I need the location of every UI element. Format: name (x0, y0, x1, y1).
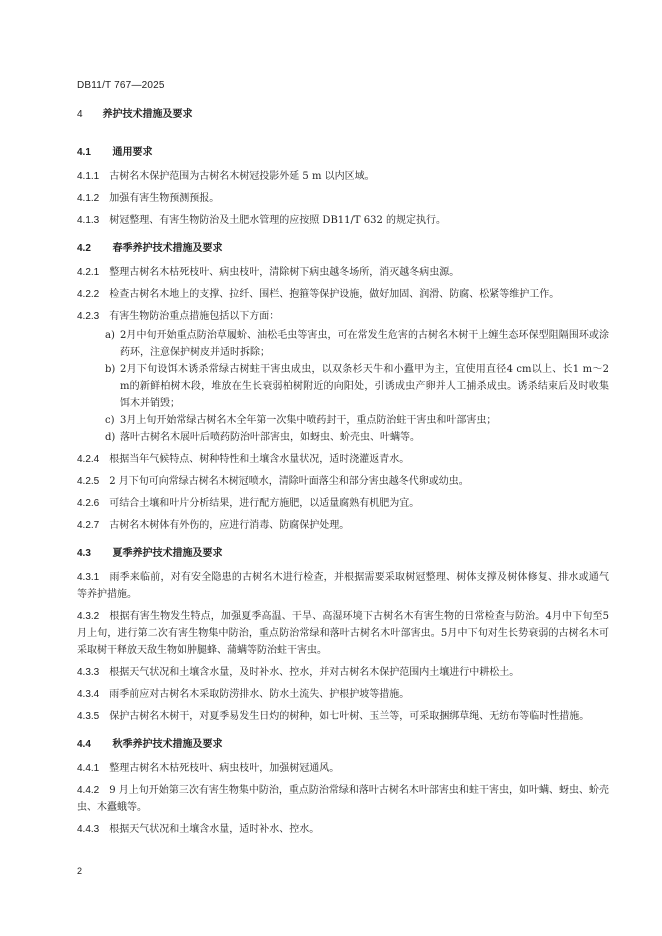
clause-4-3-4 (77, 686, 609, 703)
clause-text: 根据天气状况和土壤含水量，适时补水、控水。 (109, 824, 320, 835)
clause-number: 4.4.1 (77, 763, 100, 774)
clause-text: 可结合土壤和叶片分析结果，进行配方施肥，以适量腐熟有机肥为宜。 (109, 498, 420, 509)
list-marker: a) (105, 330, 115, 341)
clause-text: 2 月下旬可向常绿古树名木树冠喷水，清除叶面落尘和部分害虫越冬代卵或幼虫。 (109, 476, 469, 487)
clause-text: 整理古树名木枯死枝叶、病虫枝叶，加强树冠通风。 (109, 763, 340, 774)
clause-number: 4.3.2 (77, 611, 100, 622)
clause-text: 有害生物防治重点措施包括以下方面： (109, 311, 280, 322)
clause-4-1-1 (77, 168, 609, 185)
standard-code: DB11/T 767—2025 (77, 80, 165, 91)
list-text: 3月上旬开始常绿古树名木全年第一次集中喷药封干，重点防治蛀干害虫和叶部害虫； (120, 415, 497, 426)
list-item-d (77, 429, 609, 446)
clause-number: 4.1.2 (77, 193, 100, 204)
subsection-heading-4-3 (77, 546, 609, 562)
clause-number: 4.3.5 (77, 711, 100, 722)
list-marker: d) (105, 432, 116, 443)
clause-text: 加强有害生物预测预报。 (109, 193, 220, 204)
clause-4-2-6 (77, 495, 609, 512)
clause-text: 整理古树名木枯死枝叶、病虫枝叶，清除树下病虫越冬场所，消灭越冬病虫源。 (109, 267, 460, 278)
clause-4-1-3 (77, 212, 609, 229)
clause-4-4-2 (77, 782, 609, 816)
subsection-heading-4-4 (77, 737, 609, 753)
clause-number: 4.4.3 (77, 824, 100, 835)
subsection-number: 4.4 (77, 739, 91, 750)
clause-number: 4.2.6 (77, 498, 100, 509)
clause-4-2-5 (77, 473, 609, 490)
clause-number: 4.2.3 (77, 311, 100, 322)
list-text: 2月中旬开始重点防治草履蚧、油松毛虫等害虫，可在常发生危害的古树名木树干上缠生态环保型阻隔围环或涂药环，注意保护树皮并适时拆除； (120, 330, 609, 358)
document-body (77, 107, 609, 843)
subsection-title: 夏季养护技术措施及要求 (112, 548, 223, 559)
clause-text: 9 月上旬开始第三次有害生物集中防治，重点防治常绿和落叶古树名木叶部害虫和蛀干害虫，如叶螨、蚜虫、蚧壳虫、木蠹蛾等。 (77, 785, 609, 813)
clause-number: 4.3.3 (77, 667, 100, 678)
clause-text: 根据天气状况和土壤含水量，及时补水、控水，并对古树名木保护范围内土壤进行中耕松土。 (109, 667, 520, 678)
clause-text: 古树名木树体有外伤的，应进行消毒、防腐保护处理。 (109, 520, 350, 531)
subsection-number: 4.3 (77, 548, 91, 559)
clause-text: 根据当年气候特点、树种特性和土壤含水量状况，适时浇灌返青水。 (109, 454, 410, 465)
clause-text: 雨季来临前，对有安全隐患的古树名木进行检查，并根据需要采取树冠整理、树体支撑及树体修复、排水或通气等养护措施。 (77, 572, 609, 600)
subsection-number: 4.1 (77, 147, 91, 158)
clause-number: 4.3.1 (77, 572, 100, 583)
clause-4-2-2 (77, 286, 609, 303)
clause-text: 树冠整理、有害生物防治及土肥水管理的应按照 DB11/T 632 的规定执行。 (109, 215, 447, 226)
clause-number: 4.2.5 (77, 476, 100, 487)
clause-4-3-3 (77, 664, 609, 681)
subsection-number: 4.2 (77, 243, 91, 254)
clause-4-3-5 (77, 708, 609, 725)
clause-number: 4.3.4 (77, 689, 100, 700)
section-number: 4 (77, 109, 83, 120)
measure-list (77, 327, 609, 446)
list-marker: b) (105, 364, 116, 375)
list-text: 2月下旬设饵木诱杀常绿古树蛀干害虫成虫，以双条杉天牛和小蠹甲为主，宜使用直径4 cm以上、长1 m～2 m的新鲜柏树木段，堆放在生长衰弱柏树附近的向阳处，引诱成虫产卵并人工捕杀成虫。诱杀结束后及时收集饵木并销毁； (120, 364, 609, 409)
list-item-b (77, 361, 609, 412)
clause-number: 4.2.4 (77, 454, 100, 465)
clause-4-1-2 (77, 190, 609, 207)
clause-number: 4.1.1 (77, 171, 100, 182)
clause-number: 4.1.3 (77, 215, 100, 226)
subsection-title: 通用要求 (112, 147, 153, 158)
list-marker: c) (105, 415, 115, 426)
clause-4-2-1 (77, 264, 609, 281)
clause-4-3-2 (77, 608, 609, 659)
clause-4-3-1 (77, 569, 609, 603)
clause-4-4-1 (77, 760, 609, 777)
subsection-heading-4-1 (77, 145, 609, 161)
clause-text: 根据有害生物发生特点，加强夏季高温、干旱、高湿环境下古树名木有害生物的日常检查与防治。4月中下旬至5月上旬，进行第二次有害生物集中防治，重点防治常绿和落叶古树名木叶部害虫。5月中下旬对生长势衰弱的古树名木可采取树干释放天敌生物如肿腿蜂、蒲螨等防治蛀干害虫。 (77, 611, 609, 656)
list-text: 落叶古树名木展叶后喷药防治叶部害虫，如蚜虫、蚧壳虫、叶螨等。 (120, 432, 420, 443)
clause-text: 古树名木保护范围为古树名木树冠投影外延 5 m 以内区域。 (109, 171, 375, 182)
list-item-c (77, 412, 609, 429)
section-title: 养护技术措施及要求 (102, 109, 193, 120)
clause-text: 检查古树名木地上的支撑、拉纤、围栏、抱箍等保护设施，做好加固、润滑、防腐、松紧等维护工作。 (109, 289, 560, 300)
clause-text: 保护古树名木树干，对夏季易发生日灼的树种，如七叶树、玉兰等，可采取捆绑草绳、无纺布等临时性措施。 (109, 711, 590, 722)
clause-number: 4.2.7 (77, 520, 100, 531)
section-heading-4 (77, 107, 609, 123)
clause-text: 雨季前应对古树名木采取防涝排水、防水土流失、护根护坡等措施。 (109, 689, 410, 700)
subsection-title: 春季养护技术措施及要求 (112, 243, 223, 254)
clause-number: 4.2.1 (77, 267, 100, 278)
subsection-title: 秋季养护技术措施及要求 (112, 739, 223, 750)
clause-4-4-3 (77, 821, 609, 838)
subsection-heading-4-2 (77, 241, 609, 257)
clause-4-2-3 (77, 308, 609, 325)
page-number: 2 (77, 866, 83, 876)
clause-4-2-4 (77, 451, 609, 468)
clause-number: 4.4.2 (77, 785, 100, 796)
clause-4-2-7 (77, 517, 609, 534)
list-item-a (77, 327, 609, 361)
clause-number: 4.2.2 (77, 289, 100, 300)
